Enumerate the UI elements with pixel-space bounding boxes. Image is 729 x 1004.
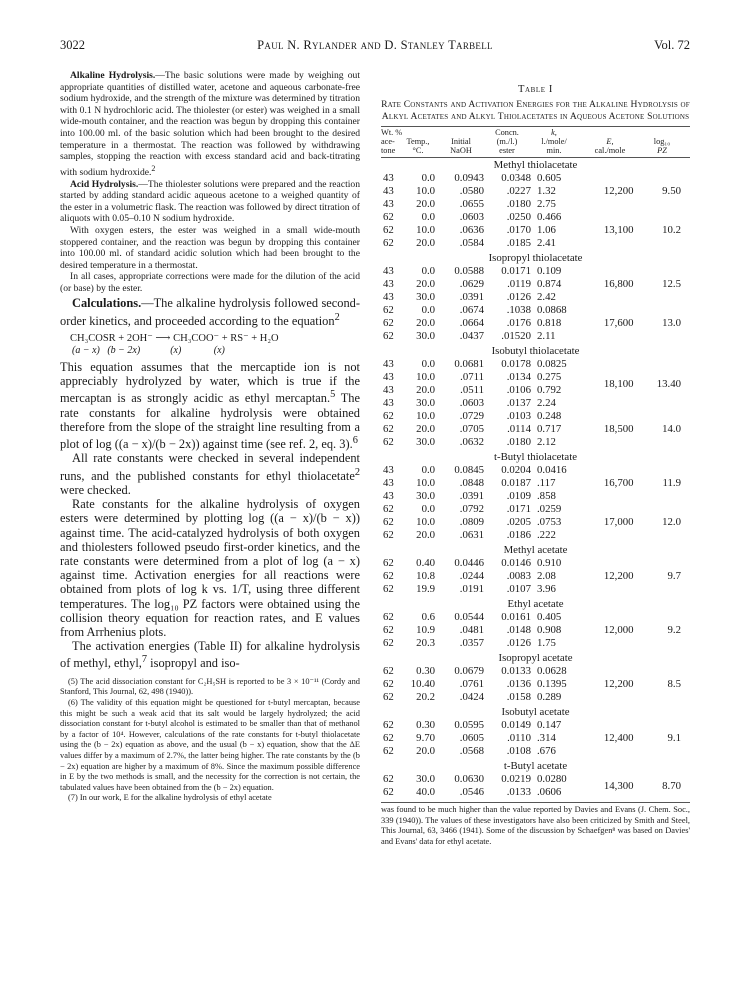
table-cell: .0134 bbox=[506, 371, 531, 383]
table-cell: 62 bbox=[383, 516, 394, 528]
table-cell: .0848 bbox=[459, 477, 485, 489]
table-cell: 2.24 bbox=[536, 397, 556, 409]
compound-heading: t-Butyl thiolacetate bbox=[493, 451, 578, 463]
compound-heading: Isobutyl acetate bbox=[501, 706, 570, 718]
table-cell: .0126 bbox=[506, 291, 531, 303]
activation-energy-cell: 16,800 bbox=[603, 278, 634, 290]
table-cell: 0.289 bbox=[536, 691, 562, 703]
section-title: Calculations. bbox=[72, 296, 142, 311]
activation-energy-cell: 12,200 bbox=[603, 678, 634, 690]
table-cell: 30.0 bbox=[416, 397, 436, 409]
table-cell: 30.0 bbox=[416, 330, 436, 342]
table-cell: 43 bbox=[383, 384, 394, 396]
table-cell: .0148 bbox=[506, 624, 531, 636]
log-pz-cell: 14.0 bbox=[662, 423, 681, 435]
table-cell: .0158 bbox=[506, 691, 531, 703]
activation-paragraph: The activation energies (Table II) for alkaline hydrolysis of methyl, ethyl,$^7$ isopropyl and iso- bbox=[60, 639, 360, 671]
table-cell: .0244 bbox=[459, 570, 485, 582]
alkaline-hydrolysis-paragraph: Alkaline Hydrolysis.—The basic solutions were made by weighing out appropriate quantities of distilled water, acetone and aqueous carbonate-free sodium hydroxide, and the strength of the mixture was determined by titration with 0.1 N hydrochloric acid. The thiolester (or ester) was weighed in a small wide-mouth container, and the reaction was begun by dropping this container into 100.00 ml. of the basic solution which had been brought to the desired temperature in a thermostat. The reaction was followed by withdrawing samples, stopping the reaction with excess standard acid and back-titrating with sodium hydroxide.$^2$ bbox=[60, 70, 361, 178]
table-cell: 62 bbox=[383, 436, 394, 448]
activation-energy-cell: 17,000 bbox=[603, 516, 634, 528]
compound-heading: Isopropyl acetate bbox=[498, 652, 573, 664]
table-cell: 43 bbox=[383, 172, 394, 184]
table-cell: 43 bbox=[383, 358, 394, 370]
activation-energy-cell: 17,600 bbox=[603, 317, 634, 329]
table-cell: 0.0178 bbox=[501, 358, 531, 370]
table-cell: 62 bbox=[383, 745, 394, 757]
table-cell: .0126 bbox=[506, 637, 531, 649]
log-pz-cell: 13.40 bbox=[656, 377, 681, 390]
table-cell: 0.0630 bbox=[454, 773, 485, 785]
table-cell: 43 bbox=[383, 397, 394, 409]
table-cell: 0.109 bbox=[536, 265, 562, 277]
compound-heading: Ethyl acetate bbox=[507, 598, 564, 610]
table-cell: 0.0825 bbox=[536, 358, 567, 370]
compound-heading: Methyl thiolacetate bbox=[493, 159, 578, 171]
table-cell: 0.275 bbox=[536, 371, 562, 383]
compound-table bbox=[381, 611, 681, 650]
table-label: Table I bbox=[517, 84, 553, 95]
log-pz-cell: 9.2 bbox=[667, 624, 681, 636]
table-cell: 62 bbox=[383, 691, 394, 703]
table-cell: .676 bbox=[536, 745, 556, 757]
table-cell: .0250 bbox=[506, 211, 531, 223]
log-pz-cell: 9.1 bbox=[667, 732, 681, 744]
table-cell: 0.0 bbox=[421, 211, 436, 223]
table-cell: .0655 bbox=[459, 198, 485, 210]
col-ester: Concn. (m./l.) ester bbox=[495, 128, 519, 155]
table-cell: .0674 bbox=[459, 304, 485, 316]
footnote-7: (7) In our work, E for the alkaline hydrolysis of ethyl acetate bbox=[68, 793, 272, 803]
table-cell: 0.30 bbox=[416, 719, 436, 731]
compound-table bbox=[381, 773, 681, 799]
table-cell: 0.0943 bbox=[454, 172, 485, 184]
table-cell: 62 bbox=[383, 732, 394, 744]
table-cell: 0.0204 bbox=[501, 464, 531, 476]
table-cell: 62 bbox=[383, 624, 394, 636]
log-pz-cell: 13.0 bbox=[662, 317, 681, 329]
table-cell: .0106 bbox=[506, 384, 531, 396]
table-cell: 62 bbox=[383, 304, 394, 316]
table-cell: 0.248 bbox=[536, 410, 562, 422]
table-cell: .0191 bbox=[459, 583, 485, 595]
table-cell: 10.0 bbox=[416, 371, 436, 383]
table-cell: 0.0681 bbox=[454, 358, 485, 370]
table-cell: 0.466 bbox=[536, 211, 562, 223]
table-cell: .0170 bbox=[506, 224, 531, 236]
table-cell: .0603 bbox=[459, 211, 485, 223]
oxygen-ester-paragraph: With oxygen esters, the ester was weighed in a small wide-mouth stoppered container, and the reaction was begun by dropping this container into 100.00 ml. of standard acidic solution which had been brought to the desired temperature in a thermostat. bbox=[60, 224, 360, 271]
table-cell: 43 bbox=[383, 265, 394, 277]
table-row bbox=[381, 464, 681, 477]
col-e: E, cal./mole bbox=[594, 137, 626, 155]
table-cell: 1.32 bbox=[536, 185, 556, 197]
table-cell: .0171 bbox=[506, 503, 531, 515]
log-pz-cell: 12.5 bbox=[662, 278, 681, 290]
acid-hydrolysis-paragraph: Acid Hydrolysis.—The thiolester solutions were prepared and the reaction started by adding standard acidic aqueous acetone to a weighed quantity of the ester in a volumetric flask. The reaction was followed by direct titration of aliquots with 0.05–0.10 N sodium hydroxide. bbox=[60, 178, 360, 225]
table-cell: 20.0 bbox=[416, 423, 436, 435]
table-cell: .0546 bbox=[459, 786, 485, 798]
table-cell: .0103 bbox=[506, 410, 531, 422]
table-cell: .0631 bbox=[459, 529, 485, 541]
table-cell: 10.0 bbox=[416, 410, 436, 422]
running-authors: Paul N. Rylander and D. Stanley Tarbell bbox=[257, 38, 493, 52]
dilution-paragraph: In all cases, appropriate corrections were made for the dilution of the acid (or base) by the ester. bbox=[60, 271, 360, 294]
log-pz-cell: 10.2 bbox=[662, 224, 681, 236]
table-cell: 0.40 bbox=[416, 557, 436, 569]
table-cell: 43 bbox=[383, 371, 394, 383]
table-cell: 1.75 bbox=[536, 637, 556, 649]
table-cell: .858 bbox=[536, 490, 556, 502]
table-cell: .0176 bbox=[506, 317, 531, 329]
table-cell: 20.0 bbox=[416, 384, 436, 396]
compound-table bbox=[381, 719, 681, 758]
table-cell: 43 bbox=[383, 490, 394, 502]
section-title: Acid Hydrolysis. bbox=[70, 178, 139, 190]
table-cell: 0.0 bbox=[421, 172, 436, 184]
table-cell: .117 bbox=[536, 477, 556, 489]
table-cell: .314 bbox=[536, 732, 556, 744]
table-cell: 30.0 bbox=[416, 773, 436, 785]
table-cell: 0.0595 bbox=[454, 719, 485, 731]
table-cell: .0606 bbox=[536, 786, 562, 798]
table-cell: 2.42 bbox=[536, 291, 556, 303]
table-cell: .0180 bbox=[506, 198, 531, 210]
table-row bbox=[381, 503, 681, 516]
table-cell: 30.0 bbox=[416, 490, 436, 502]
activation-energy-cell: 12,200 bbox=[603, 185, 634, 197]
table-cell: .0437 bbox=[459, 330, 485, 342]
table-cell: 30.0 bbox=[416, 291, 436, 303]
table-cell: 20.0 bbox=[416, 278, 436, 290]
table-cell: 0.0280 bbox=[536, 773, 567, 785]
table-cell: 0.0679 bbox=[454, 665, 485, 677]
table-cell: 19.9 bbox=[416, 583, 436, 595]
table-cell: 1.06 bbox=[536, 224, 556, 236]
activation-energy-cell: 14,300 bbox=[603, 779, 634, 792]
table-cell: 62 bbox=[383, 211, 394, 223]
col-acetone: Wt. % ace- tone bbox=[381, 128, 403, 155]
table-row bbox=[381, 304, 681, 317]
table-cell: 0.0845 bbox=[454, 464, 485, 476]
table-cell: 10.0 bbox=[416, 477, 436, 489]
table-row bbox=[381, 410, 681, 423]
table-cell: .0584 bbox=[459, 237, 485, 249]
table-cell: 0.0 bbox=[421, 503, 436, 515]
table-cell: 43 bbox=[383, 185, 394, 197]
compound-table bbox=[381, 557, 681, 596]
table-row bbox=[381, 211, 681, 224]
table-cell: 0.0 bbox=[421, 358, 436, 370]
table-cell: 0.0219 bbox=[501, 773, 531, 785]
table-row bbox=[381, 773, 681, 786]
table-cell: .0664 bbox=[459, 317, 485, 329]
table-cell: .0391 bbox=[459, 490, 485, 502]
table-cell: 2.75 bbox=[536, 198, 556, 210]
table-cell: 43 bbox=[383, 464, 394, 476]
table-cell: 0.0149 bbox=[501, 719, 531, 731]
log-pz-cell: 8.5 bbox=[667, 678, 681, 690]
table-cell: 0.0187 bbox=[501, 477, 531, 489]
table-cell: 62 bbox=[383, 237, 394, 249]
footnote-5: (5) The acid dissociation constant for C₂H₅SH is reported to be 3 × 10⁻¹¹ (Cordy and Stanford, This Journal, 62, 498 (1940)). bbox=[60, 676, 360, 697]
table-cell: 62 bbox=[383, 529, 394, 541]
table-row bbox=[381, 172, 681, 185]
table-cell: .0603 bbox=[459, 397, 485, 409]
page-number: 3022 bbox=[60, 38, 85, 52]
reaction-equation-terms: (a − x) (b − 2x) (x) (x) bbox=[72, 345, 225, 356]
table-cell: .0083 bbox=[506, 570, 531, 582]
table-cell: 0.0628 bbox=[536, 665, 567, 677]
table-cell: 0.0588 bbox=[454, 265, 485, 277]
table-row bbox=[381, 665, 681, 678]
table-cell: 2.11 bbox=[536, 330, 556, 342]
table-cell: 0.605 bbox=[536, 172, 562, 184]
table-cell: .0511 bbox=[460, 384, 485, 396]
table-cell: 0.6 bbox=[421, 611, 436, 623]
table-cell: 0.874 bbox=[536, 278, 562, 290]
table-row bbox=[381, 611, 681, 624]
table-cell: .0481 bbox=[459, 624, 485, 636]
table-body bbox=[381, 159, 690, 799]
table-cell: .0107 bbox=[506, 583, 531, 595]
table-cell: 10.0 bbox=[416, 224, 436, 236]
table-header bbox=[381, 126, 690, 158]
table-cell: 62 bbox=[383, 786, 394, 798]
table-cell: 62 bbox=[383, 557, 394, 569]
table-cell: 20.0 bbox=[416, 745, 436, 757]
table-cell: 62 bbox=[383, 665, 394, 677]
table-cell: 0.0133 bbox=[501, 665, 531, 677]
table-cell: .0792 bbox=[459, 503, 485, 515]
table-cell: 0.0146 bbox=[501, 557, 531, 569]
table-cell: 62 bbox=[383, 773, 394, 785]
compound-table bbox=[381, 265, 681, 343]
log-pz-cell: 11.9 bbox=[662, 477, 681, 489]
left-column bbox=[60, 70, 360, 804]
table-cell: .0185 bbox=[506, 237, 531, 249]
table-cell: 3.96 bbox=[536, 583, 556, 595]
table-cell: 0.0544 bbox=[454, 611, 485, 623]
table-cell: 0.0 bbox=[421, 464, 436, 476]
table-cell: .0636 bbox=[459, 224, 485, 236]
table-title: Rate Constants and Activation Energies for the Alkaline Hydrolysis of Alkyl Acetates and Alkyl Thiolacetates in Aqueous Acetone Solutions bbox=[381, 99, 690, 122]
table-cell: .0357 bbox=[459, 637, 485, 649]
table-cell: .0110 bbox=[507, 732, 531, 744]
col-naoh: Initial NaOH bbox=[450, 137, 472, 155]
activation-energy-cell: 18,500 bbox=[603, 423, 634, 435]
table-cell: .1038 bbox=[506, 304, 531, 316]
table-cell: 0.908 bbox=[536, 624, 562, 636]
table-cell: .0186 bbox=[506, 529, 531, 541]
log-pz-cell: 9.50 bbox=[662, 185, 681, 197]
table-cell: 2.12 bbox=[536, 436, 556, 448]
table-cell: 62 bbox=[383, 423, 394, 435]
table-cell: .01520 bbox=[501, 330, 531, 342]
table-cell: 20.0 bbox=[416, 529, 436, 541]
table-cell: 20.0 bbox=[416, 198, 436, 210]
table-cell: .0729 bbox=[459, 410, 485, 422]
activation-energy-cell: 13,100 bbox=[603, 224, 634, 236]
table-cell: 10.40 bbox=[410, 678, 436, 690]
table-cell: 2.08 bbox=[536, 570, 556, 582]
activation-energy-cell: 12,200 bbox=[603, 570, 634, 582]
table-cell: 62 bbox=[383, 330, 394, 342]
compound-table bbox=[381, 172, 681, 250]
table-cell: .0259 bbox=[536, 503, 562, 515]
table-cell: .0761 bbox=[459, 678, 485, 690]
table-cell: 10.0 bbox=[416, 185, 436, 197]
compound-table bbox=[381, 464, 681, 542]
table-cell: 20.0 bbox=[416, 237, 436, 249]
table-row bbox=[381, 265, 681, 278]
table-cell: 62 bbox=[383, 611, 394, 623]
col-temp: Temp., °C. bbox=[406, 137, 430, 155]
check-paragraph: All rate constants were checked in several independent runs, and the published constants for ethyl thiolacetate$^2$ were checked. bbox=[60, 451, 360, 497]
table-cell: 0.792 bbox=[536, 384, 562, 396]
table-cell: .0109 bbox=[506, 490, 531, 502]
table-cell: 0.0348 bbox=[501, 172, 531, 184]
table-cell: 0.818 bbox=[536, 317, 562, 329]
section-title: Alkaline Hydrolysis. bbox=[70, 70, 156, 81]
table-cell: 62 bbox=[383, 678, 394, 690]
compound-table bbox=[381, 358, 681, 449]
volume-label: Vol. 72 bbox=[654, 38, 690, 52]
table-row bbox=[381, 557, 681, 570]
table-cell: 0.0446 bbox=[454, 557, 485, 569]
table-cell: .0136 bbox=[506, 678, 531, 690]
assumption-paragraph: This equation assumes that the mercaptide ion is not appreciably hydrolyzed by water, which is true if the mercaptan is as strongly acidic as ethyl mercaptan.$^5$ The rate constants for alkaline hydrolysis were obtained therefore from the slope of the straight line resulting from a plot of log ((a − x)/(b − 2x)) against time (see ref. 2, eq. 3).$^6$ bbox=[60, 360, 360, 452]
table-cell: 0.0416 bbox=[536, 464, 567, 476]
compound-heading: t-Butyl acetate bbox=[503, 760, 568, 772]
col-logpz: log₁₀ PZ bbox=[653, 137, 671, 155]
table-cell: .0391 bbox=[459, 291, 485, 303]
table-cell: .0119 bbox=[507, 278, 531, 290]
table-cell: 0.147 bbox=[536, 719, 562, 731]
table-cell: 62 bbox=[383, 410, 394, 422]
table-cell: 20.2 bbox=[416, 691, 436, 703]
footnote-6: (6) The validity of this equation might be questioned for t-butyl mercaptan, because this might be such a weak acid that its salt would be largely hydrolyzed; the acid dissociation constant for t-butyl alcohol is estimated to be smaller than that of methanol by a factor of 10⁴. However, calculations of the rate constants for t-butyl thiolacetate using the (b − 2x) equation as above, and the usual (b − x) equation, show that the ΔE values differ by a maximum of 2.7%, the latter being higher. The rate constants by the (b − 2x) equation are higher by a maximum of 8%. Since the maximum possible difference in E by the two methods is small, and the necessity for the correction is not certain, the tabulated values have been obtained from the (b − 2x) equation. bbox=[60, 697, 360, 792]
log-pz-cell: 9.7 bbox=[667, 570, 681, 582]
table-cell: 43 bbox=[383, 291, 394, 303]
page-header bbox=[60, 38, 690, 54]
table-cell: 0.30 bbox=[416, 665, 436, 677]
compound-heading: Methyl acetate bbox=[503, 544, 568, 556]
table-cell: .0424 bbox=[459, 691, 485, 703]
table-cell: 10.0 bbox=[416, 516, 436, 528]
table-cell: 43 bbox=[383, 477, 394, 489]
log-pz-cell: 12.0 bbox=[662, 516, 681, 528]
table-cell: 62 bbox=[383, 583, 394, 595]
table-cell: .0227 bbox=[506, 185, 531, 197]
compound-heading: Isobutyl thiolacetate bbox=[491, 345, 580, 357]
reaction-equation: CH₃COSR + 2OH⁻ ⟶ CH₃COO⁻ + RS⁻ + H₂O bbox=[70, 333, 279, 344]
table-cell: .0205 bbox=[506, 516, 531, 528]
table-cell: 62 bbox=[383, 570, 394, 582]
table-cell: 0.0 bbox=[421, 265, 436, 277]
footnote-continuation: was found to be much higher than the value reported by Davies and Evans (J. Chem. Soc., 339 (1940)). The values of these investigators have also been criticized by Smith and Steel, This Journal, 63, 3466 (1941). Some of the discussion by Schaefgen⁸ was based on Davies' and Evans' data for ethyl acetate. bbox=[381, 805, 690, 846]
table-cell: 0.1395 bbox=[536, 678, 567, 690]
table-cell: .0108 bbox=[506, 745, 531, 757]
table-cell: 0.0171 bbox=[501, 265, 531, 277]
table-cell: 0.0161 bbox=[501, 611, 531, 623]
table-cell: 0.910 bbox=[536, 557, 562, 569]
activation-energy-cell: 12,000 bbox=[603, 624, 634, 636]
log-pz-cell: 8.70 bbox=[662, 779, 681, 792]
activation-energy-cell: 18,100 bbox=[603, 377, 634, 390]
table-cell: 62 bbox=[383, 719, 394, 731]
table-cell: 0.717 bbox=[536, 423, 562, 435]
table-cell: .0705 bbox=[459, 423, 485, 435]
table-cell: .0753 bbox=[536, 516, 562, 528]
table-row bbox=[381, 358, 681, 371]
table-cell: 10.9 bbox=[416, 624, 436, 636]
table-cell: 30.0 bbox=[416, 436, 436, 448]
activation-energy-cell: 16,700 bbox=[603, 477, 634, 489]
table-cell: .0605 bbox=[459, 732, 485, 744]
activation-energy-cell: 12,400 bbox=[603, 732, 634, 744]
table-cell: .0180 bbox=[506, 436, 531, 448]
table-cell: 10.8 bbox=[416, 570, 436, 582]
table-cell: .0137 bbox=[506, 397, 531, 409]
table-cell: 20.0 bbox=[416, 317, 436, 329]
table-cell: .0114 bbox=[507, 423, 531, 435]
table-cell: 0.0 bbox=[421, 304, 436, 316]
table-cell: 62 bbox=[383, 224, 394, 236]
table-cell: .0809 bbox=[459, 516, 485, 528]
table-cell: 43 bbox=[383, 278, 394, 290]
rate-constants-paragraph: Rate constants for the alkaline hydrolysis of oxygen esters were determined by plotting log ((a − x)/(b − x)) against time. The acid-catalyzed hydrolysis of both oxygen and thiolesters followed pseudo first-order kinetics, and the rate constants were determined from a plot of log (a − x) against time. Activation energies for all reactions were obtained from plots of log k vs. 1/T, using three different temperatures. The log₁₀ PZ factors were obtained using the collision theory equation for reaction rates, and E values from Arrhenius plots. bbox=[60, 497, 360, 640]
table-cell: 2.41 bbox=[536, 237, 556, 249]
right-column bbox=[381, 70, 690, 847]
table-cell: .0632 bbox=[459, 436, 485, 448]
table-cell: 9.70 bbox=[416, 732, 436, 744]
table-cell: .0133 bbox=[506, 786, 531, 798]
table-cell: 43 bbox=[383, 198, 394, 210]
table-cell: 62 bbox=[383, 503, 394, 515]
table-cell: .0580 bbox=[459, 185, 485, 197]
table-cell: .222 bbox=[536, 529, 556, 541]
table-cell: 40.0 bbox=[416, 786, 436, 798]
col-k: k, l./mole/ min. bbox=[541, 128, 567, 155]
table-cell: .0568 bbox=[459, 745, 485, 757]
calculations-paragraph: Calculations.—The alkaline hydrolysis followed second-order kinetics, and proceeded according to the equation$^2$ bbox=[60, 296, 360, 328]
table-cell: 0.405 bbox=[536, 611, 562, 623]
table-cell: 62 bbox=[383, 637, 394, 649]
table-cell: .0629 bbox=[459, 278, 485, 290]
table-cell: .0711 bbox=[460, 371, 485, 383]
table-cell: 20.3 bbox=[416, 637, 436, 649]
table-cell: 0.0868 bbox=[536, 304, 567, 316]
table-cell: 62 bbox=[383, 317, 394, 329]
compound-table bbox=[381, 665, 681, 704]
compound-heading: Isopropyl thiolacetate bbox=[488, 252, 583, 264]
table-row bbox=[381, 719, 681, 732]
